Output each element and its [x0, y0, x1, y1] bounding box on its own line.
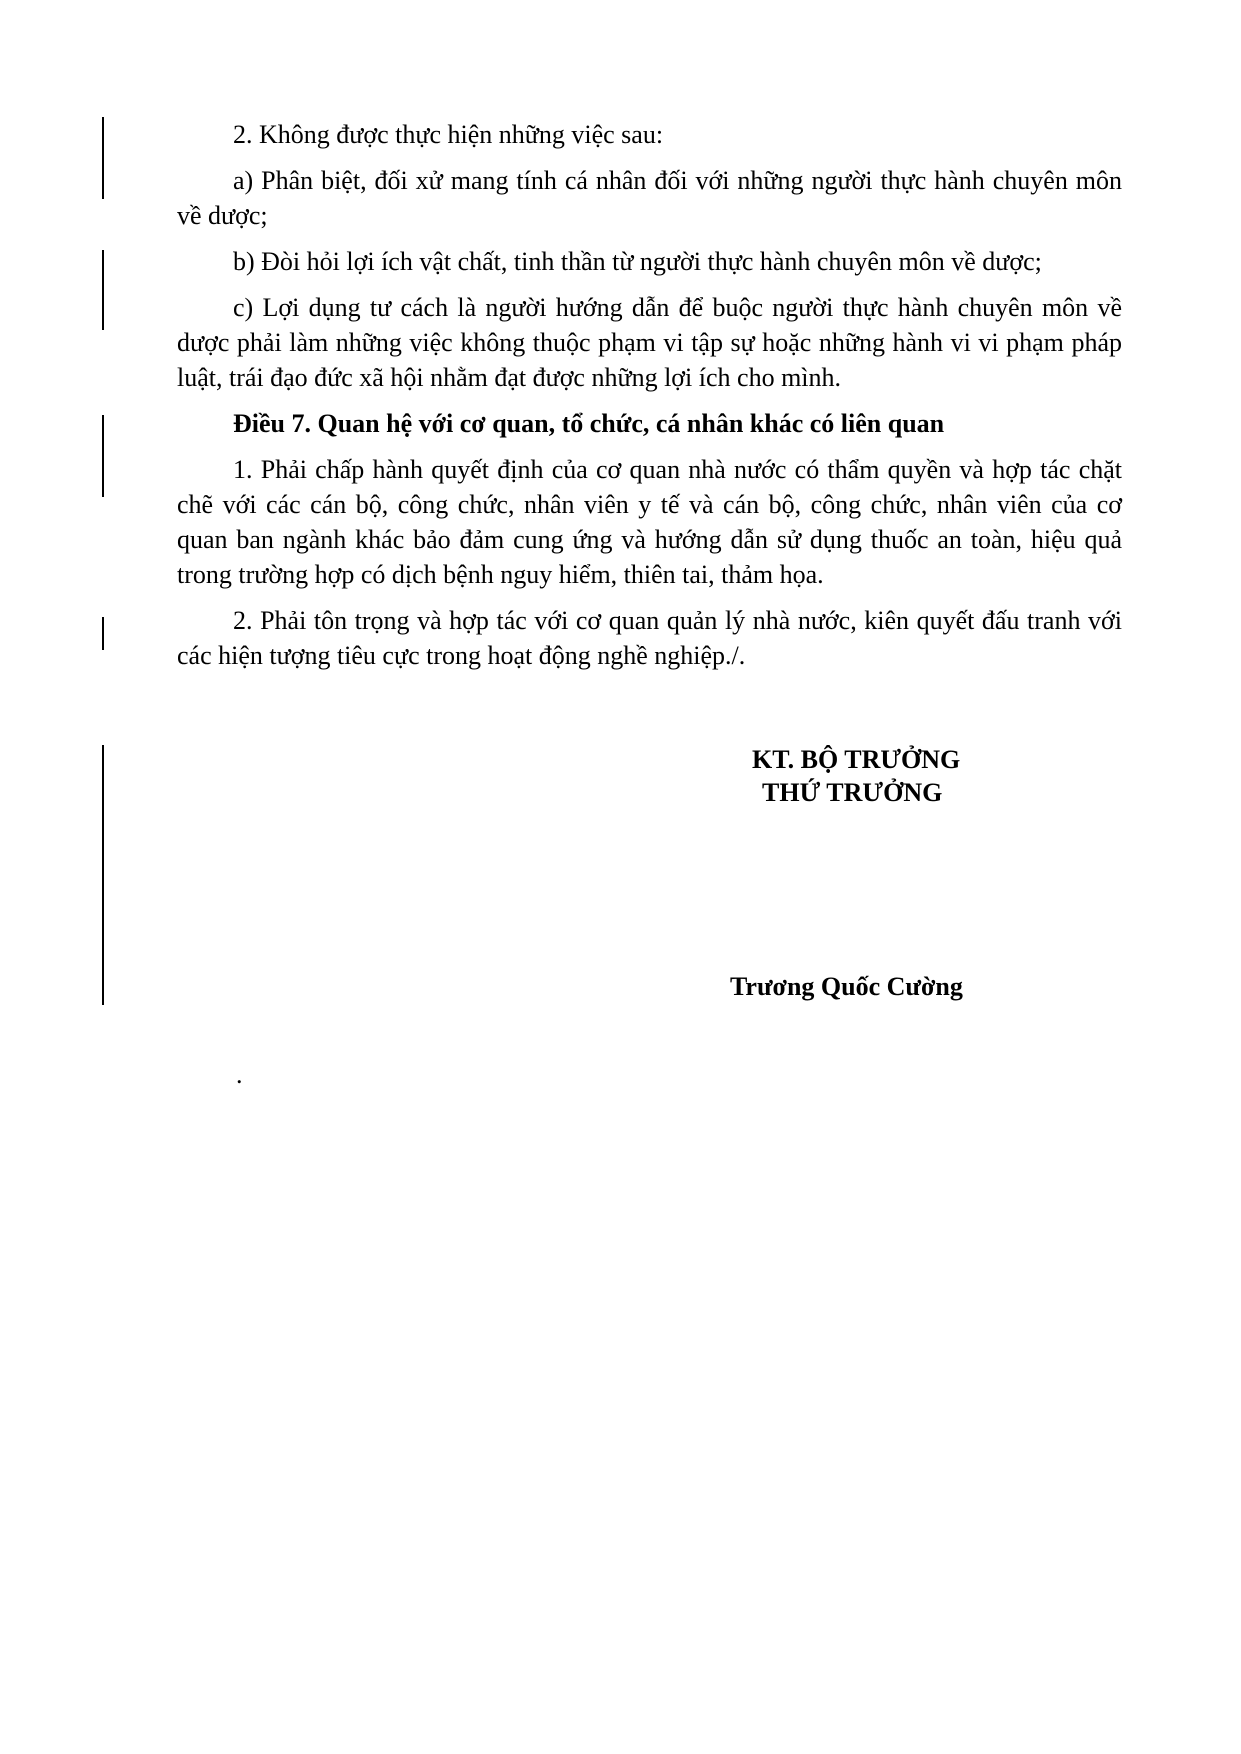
revision-bar	[102, 415, 104, 497]
paragraph-article-7-clause-1: 1. Phải chấp hành quyết định của cơ quan nhà nước có thẩm quyền và hợp tác chặt chẽ với các cán bộ, công chức, nhân viên y tế và cán bộ, công chức, nhân viên của cơ quan ban ngành khác bảo đảm cung ứng và hướng dẫn sử dụng thuốc an toàn, hiệu quả trong trường hợp có dịch bệnh nguy hiểm, thiên tai, thảm họa.	[177, 455, 1122, 589]
signer-name: Trương Quốc Cường	[730, 972, 963, 1001]
article-7-heading: Điều 7. Quan hệ với cơ quan, tổ chức, cá nhân khác có liên quan	[233, 409, 945, 438]
paragraph-item-a: a) Phân biệt, đối xử mang tính cá nhân đối với những người thực hành chuyên môn về dược;	[177, 166, 1122, 230]
paragraph-prohibitions-intro: 2. Không được thực hiện những việc sau:	[233, 120, 664, 149]
revision-bar	[102, 250, 104, 330]
revision-bar	[102, 617, 104, 650]
revision-bar	[102, 745, 104, 1005]
paragraph-article-7-clause-2: 2. Phải tôn trọng và hợp tác với cơ quan quản lý nhà nước, kiên quyết đấu tranh với các hiện tượng tiêu cực trong hoạt động nghề nghiệp./.	[177, 606, 1122, 670]
signature-title-line2: THỨ TRƯỞNG	[762, 778, 943, 807]
revision-bar	[102, 117, 104, 199]
document-body	[177, 117, 1122, 684]
signature-title-line1: KT. BỘ TRƯỞNG	[752, 745, 961, 774]
paragraph-item-c: c) Lợi dụng tư cách là người hướng dẫn để buộc người thực hành chuyên môn về dược phải làm những việc không thuộc phạm vi tập sự hoặc những hành vi vi phạm pháp luật, trái đạo đức xã hội nhằm đạt được những lợi ích cho mình.	[177, 293, 1122, 392]
trailing-dot: .	[236, 1060, 243, 1089]
paragraph-item-b: b) Đòi hỏi lợi ích vật chất, tinh thần từ người thực hành chuyên môn về dược;	[233, 247, 1042, 276]
